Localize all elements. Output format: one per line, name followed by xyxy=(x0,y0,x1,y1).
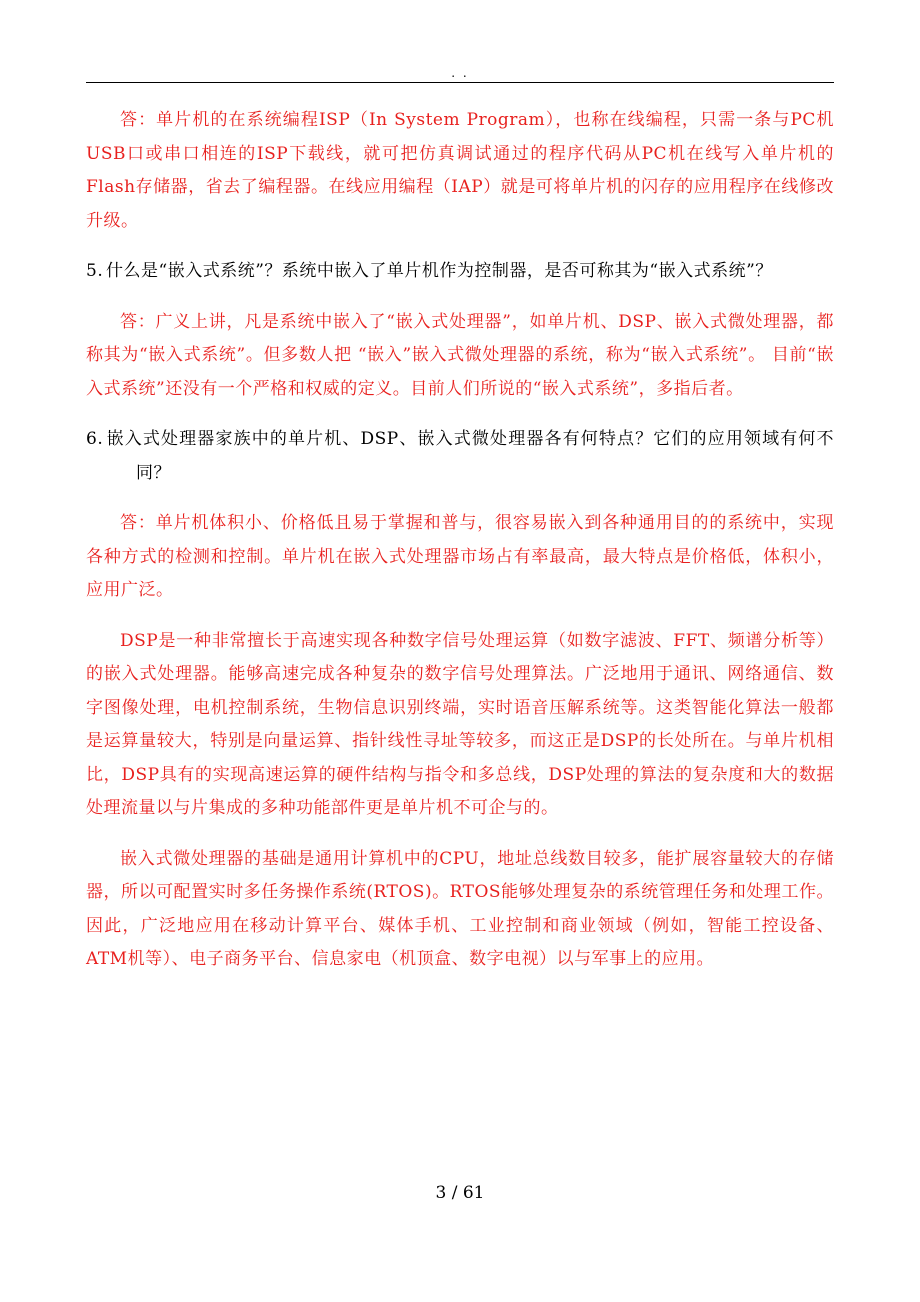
question-5-number: 5. xyxy=(86,261,104,281)
question-5 xyxy=(86,255,834,289)
question-6 xyxy=(86,423,834,490)
page-number: 3 / 61 xyxy=(435,1183,485,1203)
header-rule xyxy=(86,82,834,83)
question-5-text: 什么是“嵌入式系统”？系统中嵌入了单片机作为控制器，是否可称其为“嵌入式系统”？ xyxy=(106,261,773,281)
answer-6-part-2: DSP是一种非常擅长于高速实现各种数字信号处理运算（如数字滤波、FFT、频谱分析等）的嵌入式处理器。能够高速完成各种复杂的数字信号处理算法。广泛地用于通讯、网络通信、数字图像处理，电机控制系统，生物信息识别终端，实时语音压解系统等。这类智能化算法一般都是运算量较大，特别是向量运算、指针线性寻址等较多，而这正是DSP的长处所在。与单片机相比，DSP具有的实现高速运算的硬件结构与指令和多总线，DSP处理的算法的复杂度和大的数据处理流量以与片集成的多种功能部件更是单片机不可企与的。 xyxy=(86,630,834,818)
header-mark: . . xyxy=(451,66,469,80)
answer-5: 答：广义上讲，凡是系统中嵌入了“嵌入式处理器”，如单片机、DSP、嵌入式微处理器，都称其为“嵌入式系统”。但多数人把 “嵌入”嵌入式微处理器的系统，称为“嵌入式系统”。 目前“嵌入式系统”还没有一个严格和权威的定义。目前人们所说的“嵌入式系统”，多指后者。 xyxy=(86,311,834,399)
question-6-text: 嵌入式处理器家族中的单片机、DSP、嵌入式微处理器各有何特点？它们的应用领域有何不同？ xyxy=(106,429,834,483)
question-6-number: 6. xyxy=(86,429,104,449)
answer-6-part-1: 答：单片机体积小、价格低且易于掌握和普与，很容易嵌入到各种通用目的的系统中，实现各种方式的检测和控制。单片机在嵌入式处理器市场占有率最高，最大特点是价格低，体积小，应用广泛。 xyxy=(86,513,834,600)
answer-4: 答：单片机的在系统编程ISP（In System Program），也称在线编程，只需一条与PC机USB口或串口相连的ISP下载线，就可把仿真调试通过的程序代码从PC机在线写入单片机的Flash存储器，省去了编程器。在线应用编程（IAP）就是可将单片机的闪存的应用程序在线修改升级。 xyxy=(86,110,834,231)
page-content xyxy=(86,104,834,994)
answer-6-part-3: 嵌入式微处理器的基础是通用计算机中的CPU，地址总线数目较多，能扩展容量较大的存储器，所以可配置实时多任务操作系统(RTOS)。RTOS能够处理复杂的系统管理任务和处理工作。因此，广泛地应用在移动计算平台、媒体手机、工业控制和商业领域（例如，智能工控设备、ATM机等）、电子商务平台、信息家电（机顶盒、数字电视）以与军事上的应用。 xyxy=(86,848,834,969)
